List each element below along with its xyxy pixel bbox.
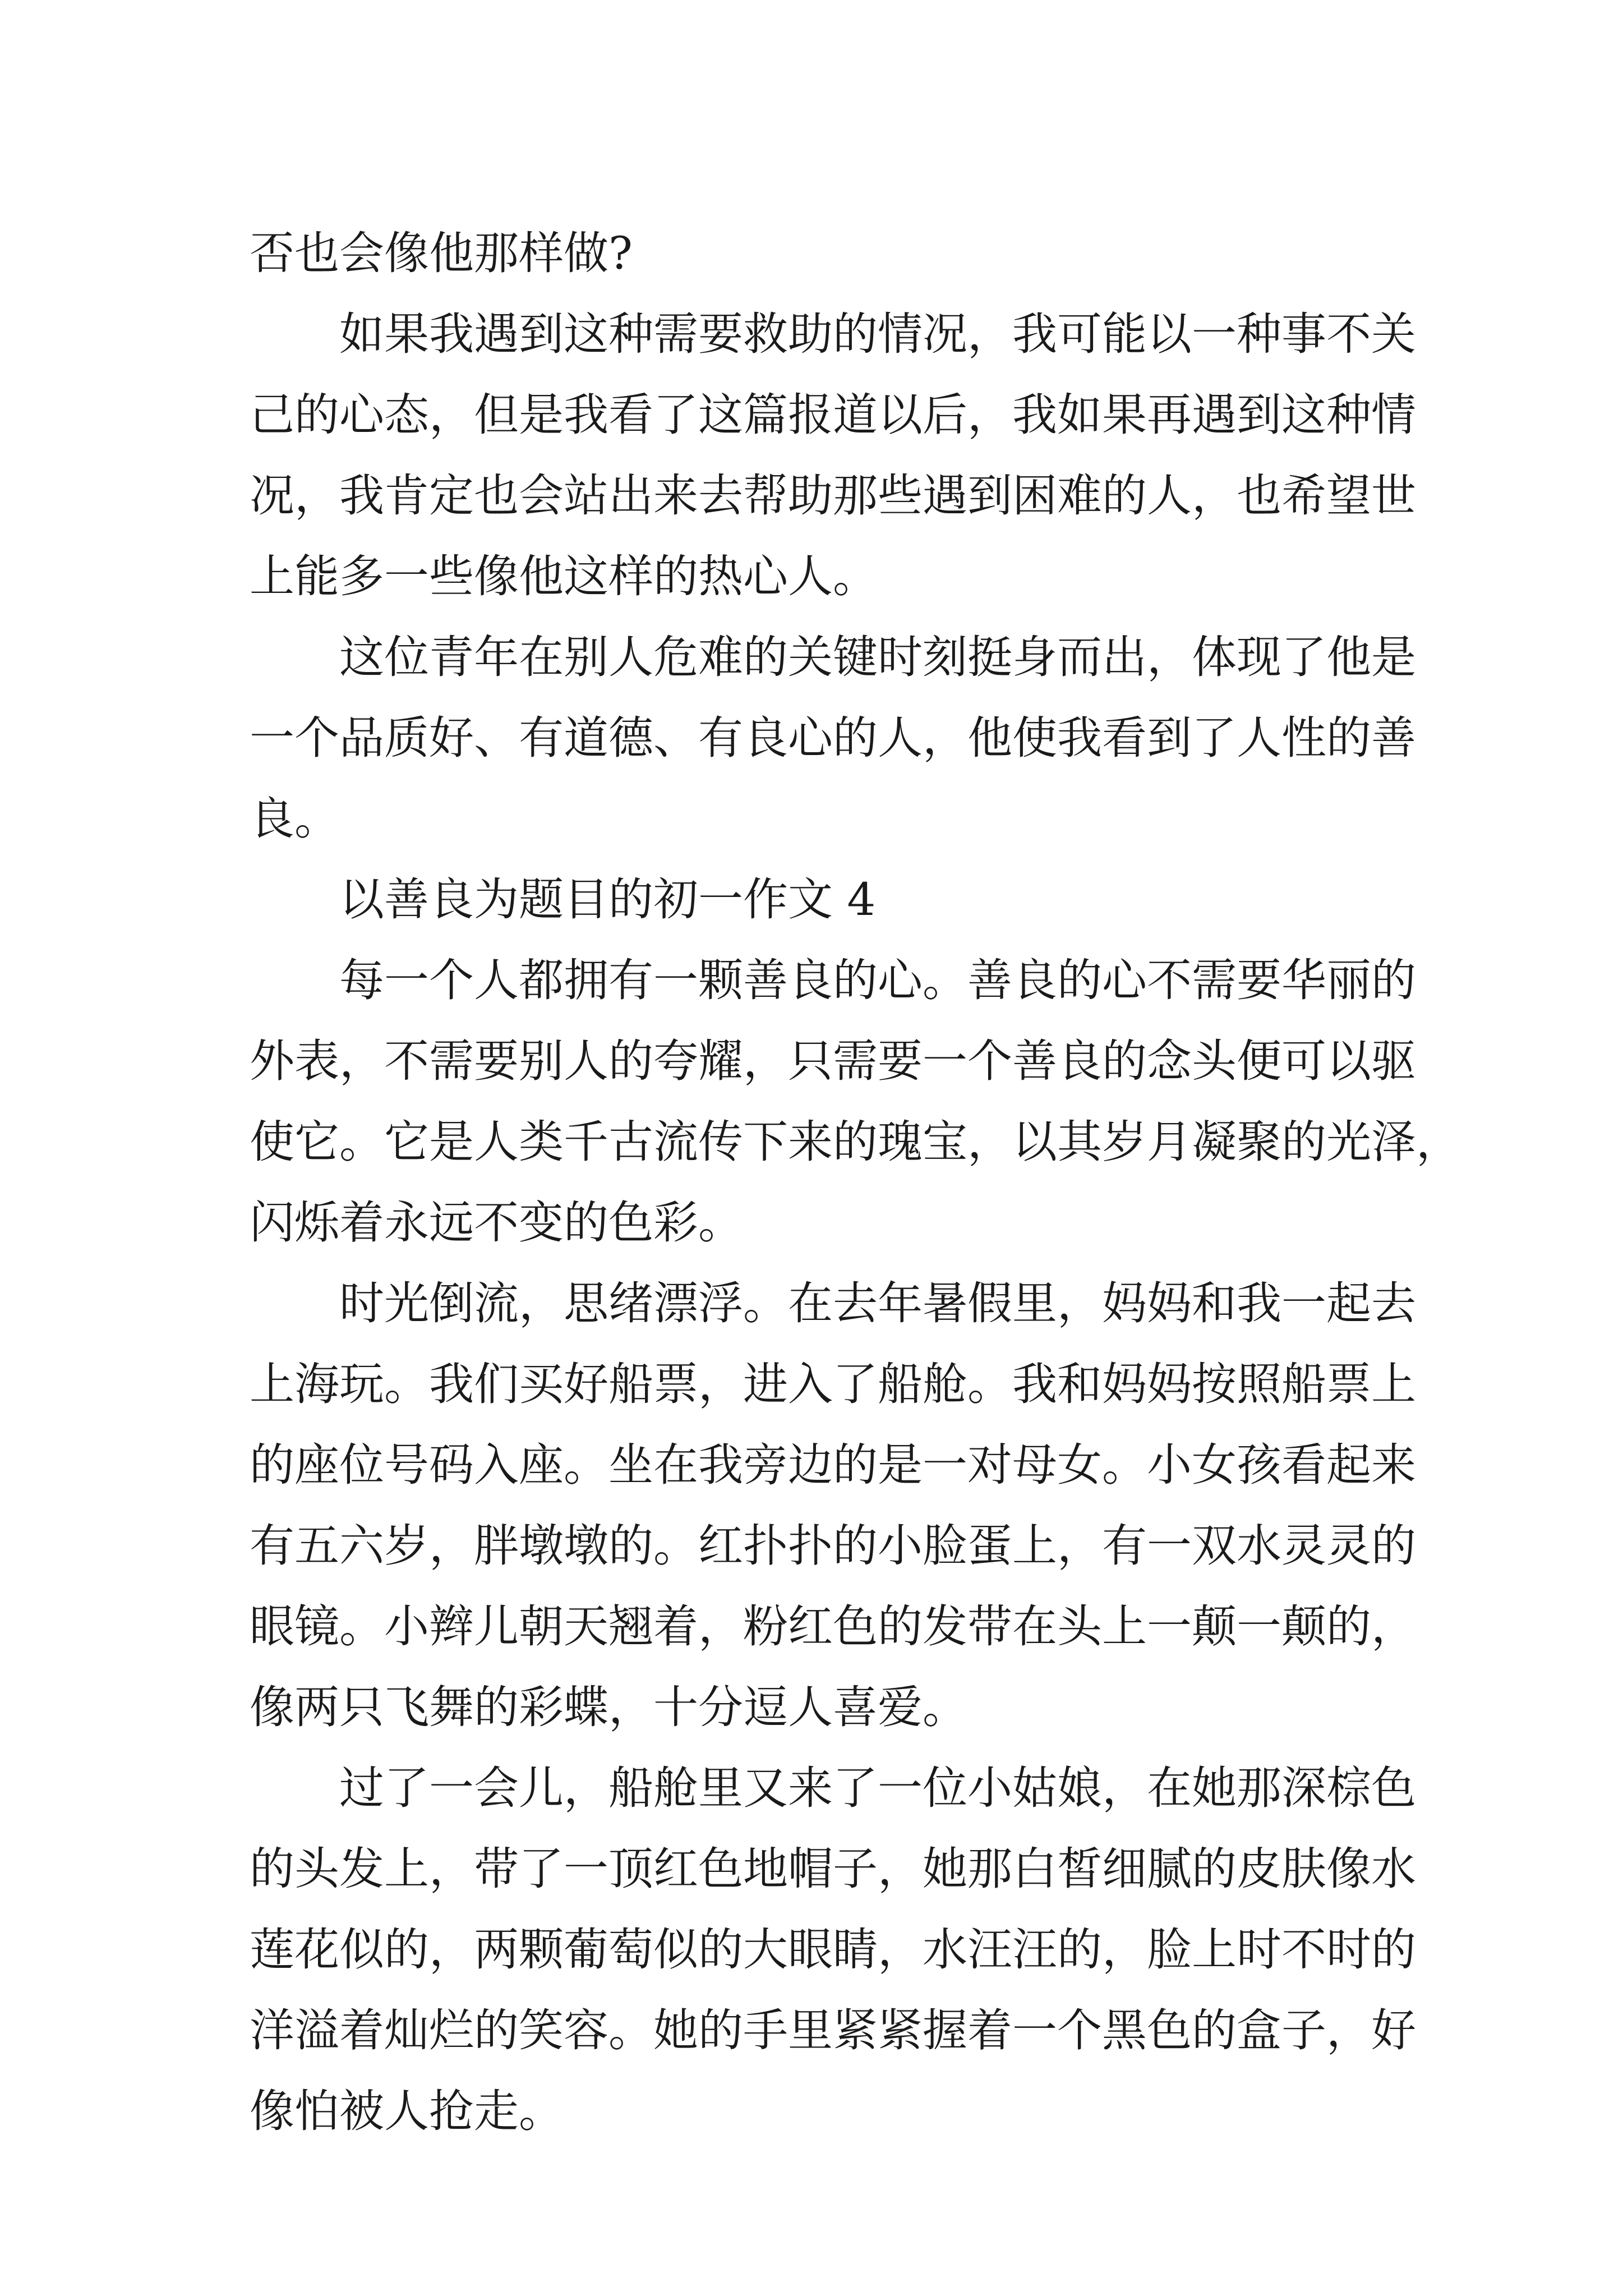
text-line: 每一个人都拥有一颗善良的心。善良的心不需要华丽的 (339, 954, 1416, 1006)
text-line: 莲花似的，两颗葡萄似的大眼睛，水汪汪的，脸上时不时的 (250, 1924, 1416, 1976)
text-line: 良。 (250, 793, 339, 845)
text-line: 上海玩。我们买好船票，进入了船舱。我和妈妈按照船票上 (250, 1358, 1416, 1410)
text-line: 使它。它是人类千古流传下来的瑰宝，以其岁月凝聚的光泽， (250, 1116, 1461, 1168)
text-line: 的头发上，带了一顶红色地帽子，她那白皙细腻的皮肤像水 (250, 1843, 1416, 1895)
text-line: 闪烁着永远不变的色彩。 (250, 1197, 743, 1249)
text-line: 这位青年在别人危难的关键时刻挺身而出，体现了他是 (339, 631, 1416, 683)
text-line: 洋溢着灿烂的笑容。她的手里紧紧握着一个黑色的盒子，好 (250, 2004, 1416, 2056)
text-line: 以善良为题目的初一作文 4 (339, 873, 876, 926)
essay-body (250, 213, 1461, 2152)
text-line: 过了一会儿，船舱里又来了一位小姑娘，在她那深棕色 (339, 1762, 1416, 1814)
text-line: 有五六岁，胖墩墩的。红扑扑的小脸蛋上，有一双水灵灵的 (250, 1520, 1416, 1572)
text-line: 的座位号码入座。坐在我旁边的是一对母女。小女孩看起来 (250, 1439, 1416, 1491)
text-line: 况，我肯定也会站出来去帮助那些遇到困难的人，也希望世 (250, 470, 1416, 522)
text-line: 否也会像他那样做? (250, 227, 633, 279)
text-line: 一个品质好、有道德、有良心的人，他使我看到了人性的善 (250, 712, 1416, 764)
text-line: 外表，不需要别人的夸耀，只需要一个善良的念头便可以驱 (250, 1035, 1416, 1087)
text-line: 时光倒流，思绪漂浮。在去年暑假里，妈妈和我一起去 (339, 1277, 1416, 1329)
text-line: 像怕被人抢走。 (250, 2085, 564, 2137)
text-line: 己的心态，但是我看了这篇报道以后，我如果再遇到这种情 (250, 389, 1416, 441)
text-line: 如果我遇到这种需要救助的情况，我可能以一种事不关 (339, 308, 1416, 360)
text-line: 眼镜。小辫儿朝天翘着，粉红色的发带在头上一颠一颠的， (250, 1600, 1416, 1653)
text-line: 上能多一些像他这样的热心人。 (250, 550, 878, 602)
text-line: 像两只飞舞的彩蝶，十分逗人喜爱。 (250, 1681, 967, 1733)
